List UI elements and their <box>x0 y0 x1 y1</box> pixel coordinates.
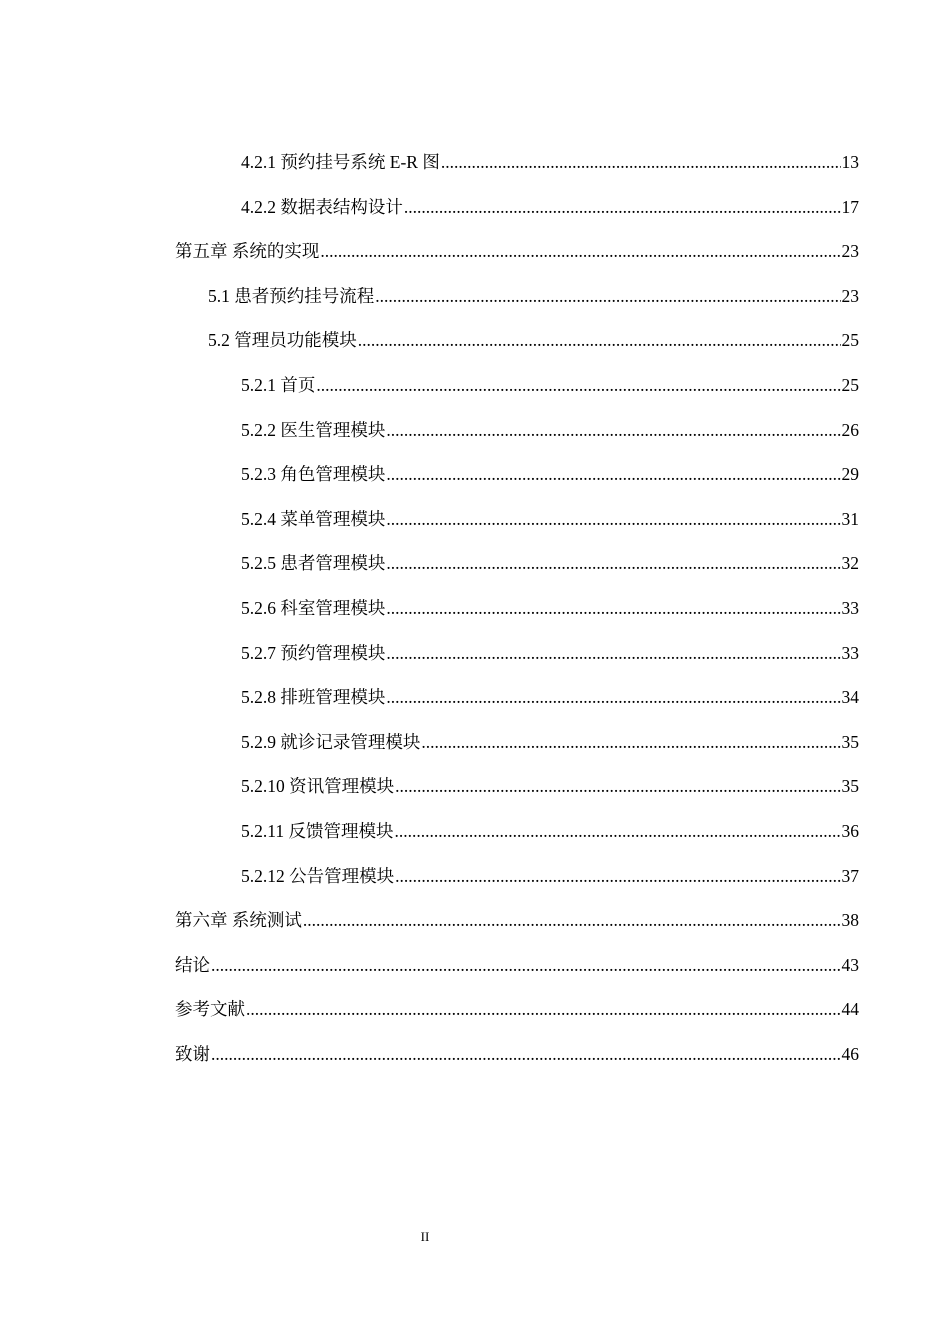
page-number-footer: II <box>420 1229 430 1244</box>
toc-entry[interactable] <box>175 751 859 796</box>
toc-entry[interactable] <box>175 528 859 573</box>
toc-entry[interactable] <box>175 261 859 306</box>
toc-entry-label: 5.2.2 医生管理模块 <box>241 419 386 440</box>
toc-dot-leader <box>421 734 840 752</box>
toc-dot-leader <box>386 645 840 663</box>
toc-dot-leader <box>395 868 840 886</box>
toc-entry-label: 5.2.7 预约管理模块 <box>241 642 386 663</box>
toc-entry-page: 46 <box>841 1043 859 1064</box>
toc-entry[interactable] <box>175 439 859 484</box>
toc-entry[interactable] <box>175 974 859 1019</box>
toc-entry-page: 25 <box>841 375 859 396</box>
toc-entry-label: 5.1 患者预约挂号流程 <box>208 285 375 306</box>
toc-entry-page: 17 <box>841 196 859 217</box>
toc-dot-leader <box>386 422 840 440</box>
toc-entry-label: 5.2.5 患者管理模块 <box>241 553 386 574</box>
toc-entry-page: 43 <box>841 954 859 975</box>
toc-entry-label: 5.2.10 资讯管理模块 <box>241 776 395 797</box>
toc-dot-leader <box>316 377 840 395</box>
toc-entry-page: 33 <box>841 642 859 663</box>
toc-entry-label: 4.2.2 数据表结构设计 <box>241 196 403 217</box>
toc-entry-label: 参考文献 <box>175 999 245 1020</box>
toc-dot-leader <box>211 1046 841 1064</box>
toc-entry-page: 25 <box>841 330 859 351</box>
toc-entry-label: 致谢 <box>175 1043 210 1064</box>
toc-entry-label: 5.2.4 菜单管理模块 <box>241 508 386 529</box>
toc-entry-label: 5.2.11 反馈管理模块 <box>241 821 394 841</box>
toc-entry-label: 5.2.3 角色管理模块 <box>241 464 386 485</box>
toc-entry[interactable] <box>175 841 859 886</box>
toc-entry[interactable] <box>175 796 859 841</box>
toc-entry[interactable] <box>175 305 859 350</box>
toc-entry-page: 29 <box>841 464 859 485</box>
toc-entry-page: 32 <box>841 553 859 574</box>
toc-dot-leader <box>303 912 841 930</box>
toc-entry-label: 5.2 管理员功能模块 <box>208 330 357 351</box>
toc-entry[interactable] <box>175 662 859 707</box>
toc-entry[interactable] <box>175 350 859 395</box>
toc-entry[interactable] <box>175 395 859 440</box>
toc-dot-leader <box>386 511 840 529</box>
toc-entry-page: 35 <box>841 776 859 797</box>
toc-entry[interactable] <box>175 618 859 663</box>
toc-dot-leader <box>394 823 840 841</box>
toc-dot-leader <box>386 600 840 618</box>
toc-dot-leader <box>441 154 841 172</box>
toc-entry-label: 结论 <box>175 954 210 975</box>
toc-entry-page: 23 <box>841 241 859 262</box>
toc-entry-page: 35 <box>841 731 859 752</box>
toc-entry[interactable] <box>175 885 859 930</box>
toc-dot-leader <box>211 957 841 975</box>
toc-entry-label: 第六章 系统测试 <box>175 910 302 931</box>
toc-entry[interactable] <box>175 216 859 261</box>
toc-entry-label: 5.2.12 公告管理模块 <box>241 865 395 886</box>
toc-entry-page: 23 <box>841 285 859 306</box>
toc-dot-leader <box>395 778 840 796</box>
toc-dot-leader <box>246 1001 841 1019</box>
toc-entry[interactable] <box>175 573 859 618</box>
toc-entry[interactable] <box>175 172 859 217</box>
toc-dot-leader <box>375 288 840 306</box>
toc-entry-label: 第五章 系统的实现 <box>175 241 320 262</box>
toc-entry-page: 37 <box>841 865 859 886</box>
toc-entry-label: 4.2.1 预约挂号系统 E-R 图 <box>241 152 440 173</box>
toc-dot-leader <box>386 689 840 707</box>
table-of-contents <box>175 127 859 1063</box>
toc-entry[interactable] <box>175 484 859 529</box>
toc-entry-label: 5.2.1 首页 <box>241 375 316 396</box>
toc-dot-leader <box>358 332 841 350</box>
toc-entry-page: 44 <box>841 999 859 1020</box>
toc-entry-label: 5.2.9 就诊记录管理模块 <box>241 731 421 752</box>
toc-dot-leader <box>386 555 840 573</box>
toc-entry-label: 5.2.8 排班管理模块 <box>241 687 386 708</box>
toc-entry[interactable] <box>175 930 859 975</box>
toc-entry[interactable] <box>175 707 859 752</box>
toc-dot-leader <box>404 199 841 217</box>
toc-entry[interactable] <box>175 127 859 172</box>
toc-dot-leader <box>320 243 840 261</box>
toc-entry-page: 31 <box>841 508 859 529</box>
toc-entry-page: 38 <box>841 910 859 931</box>
toc-entry-page: 33 <box>841 598 859 619</box>
toc-entry[interactable] <box>175 1019 859 1064</box>
toc-entry-page: 34 <box>841 687 859 708</box>
toc-dot-leader <box>386 466 840 484</box>
toc-entry-label: 5.2.6 科室管理模块 <box>241 598 386 619</box>
toc-entry-page: 36 <box>841 821 859 841</box>
toc-entry-page: 13 <box>841 152 859 173</box>
toc-entry-page: 26 <box>841 419 859 440</box>
